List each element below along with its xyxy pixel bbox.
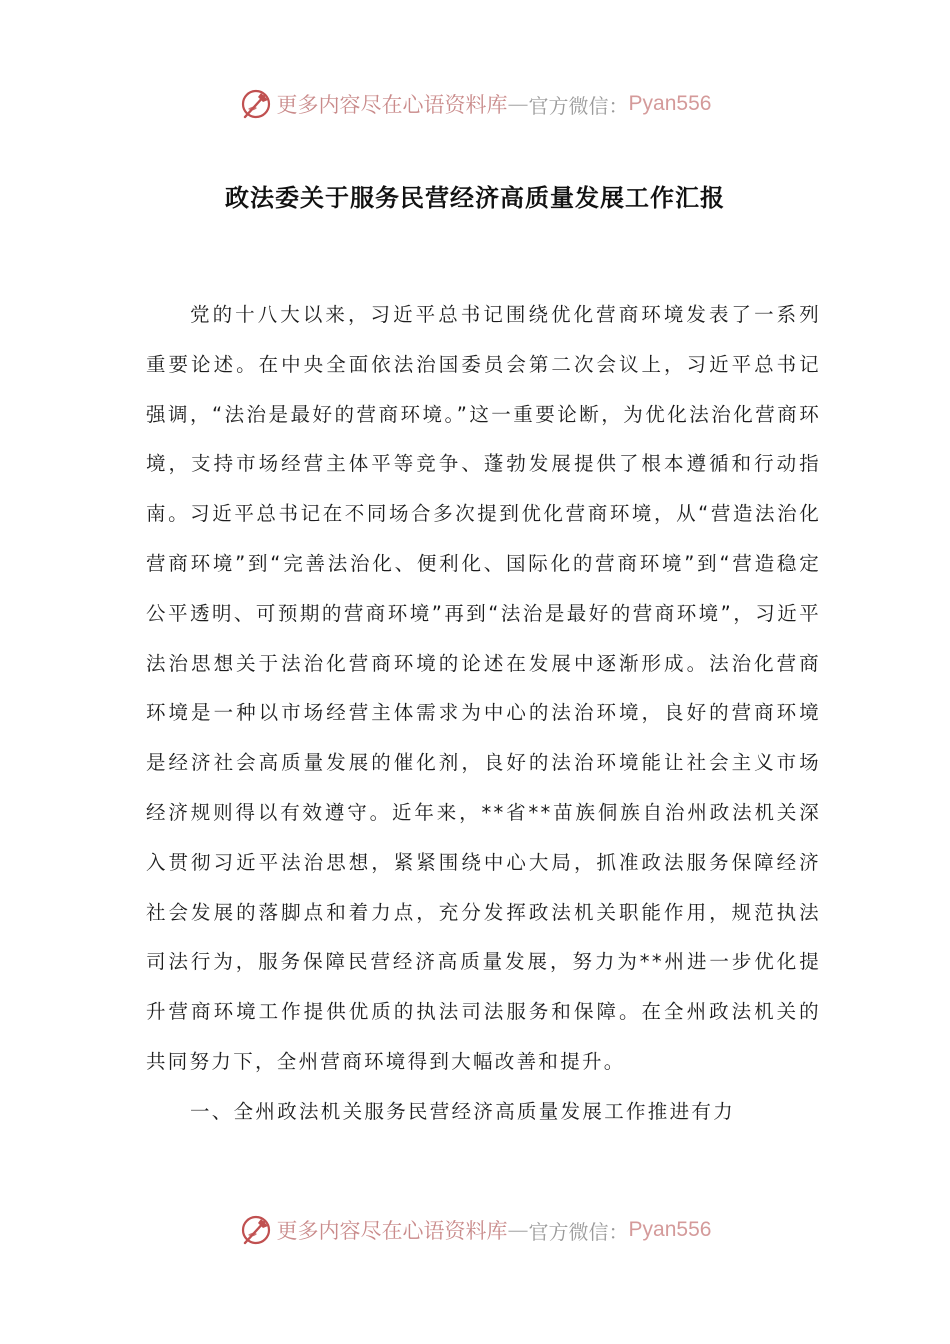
banner-wechat-label: 官方微信： [528, 93, 629, 118]
banner-wechat-id: Pyan556 [628, 1218, 712, 1241]
banner-separator: — [507, 92, 529, 116]
banner-wechat-id: Pyan556 [628, 92, 712, 115]
banner-separator: — [507, 1218, 529, 1242]
banner-main-text: 更多内容尽在心语资料库 [276, 1219, 508, 1243]
pen-circle-logo-icon [239, 87, 273, 121]
banner-wechat-label: 官方微信： [528, 1219, 629, 1244]
body-paragraph: 党的十八大以来，习近平总书记围绕优化营商环境发表了一系列重要论述。在中央全面依法治国委员会第二次会议上，习近平总书记强调，“法治是最好的营商环境。”这一重要论断，为优化法治化营商环境，支持市场经营主体平等竞争、蓬勃发展提供了根本遵循和行动指南。习近平总书记在不同场合多次提到优化营商环境，从“营造法治化营商环境”到“完善法治化、便利化、国际化的营商环境”到“营造稳定公平透明、可预期的营商环境”再到“法治是最好的营商环境”，习近平法治思想关于法治化营商环境的论述在发展中逐渐形成。法治化营商环境是一种以市场经营主体需求为中心的法治环境，良好的营商环境是经济社会高质量发展的催化剂，良好的法治环境能让社会主义市场经济规则得以有效遵守。近年来，**省**苗族侗族自治州政法机关深入贯彻习近平法治思想，紧紧围绕中心大局，抓准政法服务保障经济社会发展的落脚点和着力点，充分发挥政法机关职能作用，规范执法司法行为，服务保障民营经济高质量发展，努力为**州进一步优化提升营商环境工作提供优质的执法司法服务和保障。在全州政法机关的共同努力下，全州营商环境得到大幅改善和提升。 [146, 303, 821, 1073]
footer-banner [0, 1210, 950, 1250]
document-title: 政法委关于服务民营经济高质量发展工作汇报 [225, 184, 725, 212]
document-body [146, 290, 821, 1137]
header-banner [0, 84, 950, 124]
section-heading: 一、全州政法机关服务民营经济高质量发展工作推进有力 [190, 1099, 736, 1123]
pen-circle-logo-icon [239, 1213, 273, 1247]
banner-main-text: 更多内容尽在心语资料库 [276, 93, 508, 117]
